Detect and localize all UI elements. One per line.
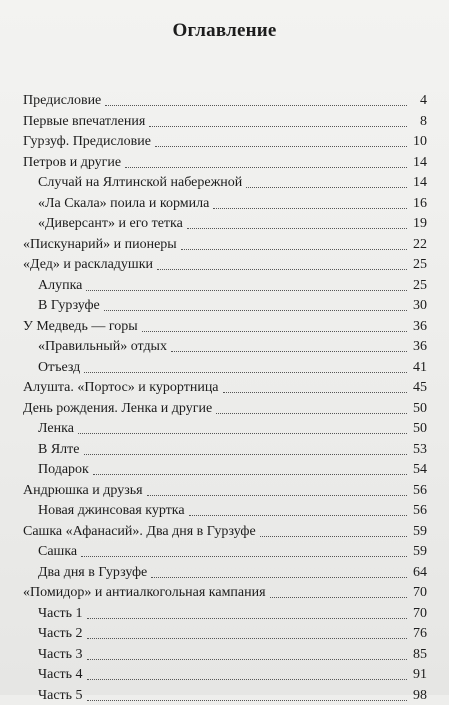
toc-entry [38, 211, 427, 233]
dot-leader [151, 577, 407, 578]
toc-page-number: 22 [413, 236, 427, 252]
toc-entry-title: Алупка [38, 277, 83, 293]
toc-entry-title: Два дня в Гурзуфе [38, 564, 148, 580]
toc-entry-title: Часть 3 [38, 646, 83, 662]
toc-entry-title: «Пискунарий» и пионеры [23, 236, 177, 252]
dot-leader [93, 474, 407, 475]
toc-entry-title: В Гурзуфе [38, 298, 100, 313]
toc-entry-title: У Медведь — горы [23, 318, 138, 334]
dot-leader [187, 228, 407, 229]
toc-page-number: 8 [420, 113, 427, 129]
toc-page-number: 10 [413, 134, 427, 149]
toc-entry [38, 416, 427, 438]
toc-entry [23, 478, 427, 500]
toc-entry [38, 437, 427, 459]
toc-entry [23, 88, 427, 110]
dot-leader [142, 331, 407, 332]
dot-leader [125, 167, 407, 168]
toc-entry [23, 109, 427, 131]
toc-entry-title: В Ялте [38, 441, 80, 457]
dot-leader [87, 618, 407, 619]
toc-page-number: 4 [420, 93, 427, 108]
toc-entry-title: Часть 2 [38, 626, 83, 641]
toc-entry-title: Часть 4 [38, 667, 83, 682]
toc-entry-title: Предисловие [23, 93, 102, 108]
toc-entry-title: Отъезд [38, 359, 81, 375]
toc-entry [38, 334, 427, 356]
toc-entry [38, 539, 427, 561]
dot-leader [81, 556, 407, 557]
toc-entry-title: Часть 1 [38, 605, 83, 621]
toc-page-number: 53 [413, 441, 427, 457]
dot-leader [246, 187, 407, 188]
dot-leader [84, 372, 407, 373]
toc-page-number: 59 [413, 544, 427, 559]
toc-entry [38, 355, 427, 377]
toc-page-number: 70 [413, 585, 427, 600]
dot-leader [86, 290, 407, 291]
toc-page-number: 25 [413, 277, 427, 293]
toc-entry [38, 498, 427, 520]
toc-page-number: 70 [413, 605, 427, 621]
toc-entry-title: Сашка [38, 544, 78, 559]
toc-entry [38, 170, 427, 192]
toc-page-number: 59 [413, 523, 427, 539]
dot-leader [87, 659, 407, 660]
toc-page-number: 50 [413, 421, 427, 436]
toc-entry [23, 252, 427, 274]
toc-entry-title: Алушта. «Портос» и курортница [23, 380, 219, 395]
toc-entry [23, 314, 427, 336]
toc-entry [23, 580, 427, 602]
dot-leader [155, 146, 407, 147]
toc-entry-title: Сашка «Афанасий». Два дня в Гурзуфе [23, 523, 256, 539]
toc-entry [38, 457, 427, 479]
dot-leader [181, 249, 407, 250]
toc-page-number: 19 [413, 216, 427, 231]
toc-entry-title: Подарок [38, 462, 89, 477]
dot-leader [171, 351, 407, 352]
toc-entry-title: «Дед» и раскладушки [23, 257, 153, 272]
dot-leader [189, 515, 407, 516]
toc-entry-title: Новая джинсовая куртка [38, 503, 185, 518]
toc-entry [38, 273, 427, 295]
toc-entry-title: Часть 5 [38, 687, 83, 703]
toc-page-number: 25 [413, 257, 427, 272]
toc-entry [23, 396, 427, 418]
toc-entry-title: Первые впечатления [23, 113, 146, 129]
dot-leader [270, 597, 407, 598]
dot-leader [216, 413, 407, 414]
toc-page-number: 30 [413, 298, 427, 313]
toc-entry [38, 621, 427, 643]
dot-leader [149, 126, 407, 127]
dot-leader [213, 208, 407, 209]
dot-leader [147, 495, 407, 496]
dot-leader [157, 269, 407, 270]
toc-entry-title: «Ла Скала» поила и кормила [38, 195, 210, 211]
toc-entry [23, 150, 427, 172]
toc-page-number: 91 [413, 667, 427, 682]
toc-page-number: 41 [413, 359, 427, 375]
toc-entry [38, 601, 427, 623]
toc-page-number: 98 [413, 687, 427, 703]
toc-page-number: 56 [413, 503, 427, 518]
toc-entry-title: «Помидор» и антиалкогольная кампания [23, 585, 266, 600]
dot-leader [260, 536, 407, 537]
toc-title: Оглавление [172, 20, 277, 41]
toc-page-number: 54 [413, 462, 427, 477]
toc-entry [38, 191, 427, 213]
toc-page-number: 14 [413, 175, 427, 190]
toc-entry [38, 642, 427, 664]
dot-leader [87, 679, 407, 680]
dot-leader [223, 392, 407, 393]
toc-entry-title: Гурзуф. Предисловие [23, 134, 151, 149]
toc-entry-title: Андрюшка и друзья [23, 482, 143, 498]
dot-leader [104, 310, 407, 311]
toc-entry-title: День рождения. Ленка и другие [23, 400, 213, 416]
toc-entry-title: «Правильный» отдых [38, 339, 167, 354]
dot-leader [84, 454, 408, 455]
dot-leader [87, 700, 407, 701]
toc-page-number: 85 [413, 646, 427, 662]
toc-entry-title: «Диверсант» и его тетка [38, 216, 183, 231]
toc-entry [38, 662, 427, 684]
toc-page-number: 76 [413, 626, 427, 641]
dot-leader [78, 433, 407, 434]
toc-entry [23, 519, 427, 541]
toc-entry-title: Ленка [38, 421, 74, 436]
toc-page-number: 36 [413, 339, 427, 354]
toc-page-number: 14 [413, 154, 427, 170]
dot-leader [105, 105, 407, 106]
toc-entry [38, 683, 427, 705]
dot-leader [87, 638, 407, 639]
toc-entry [38, 560, 427, 582]
toc-entry-title: Петров и другие [23, 154, 122, 170]
toc-page-number: 50 [413, 400, 427, 416]
toc-entry [23, 129, 427, 151]
toc-page-number: 64 [413, 564, 427, 580]
toc-page-number: 16 [413, 195, 427, 211]
toc-entry [23, 232, 427, 254]
toc-entry [23, 375, 427, 397]
toc-page-number: 56 [413, 482, 427, 498]
toc-entry-title: Случай на Ялтинской набережной [38, 175, 243, 190]
toc-page-number: 36 [413, 318, 427, 334]
toc-entry [38, 293, 427, 315]
toc-page-number: 45 [413, 380, 427, 395]
